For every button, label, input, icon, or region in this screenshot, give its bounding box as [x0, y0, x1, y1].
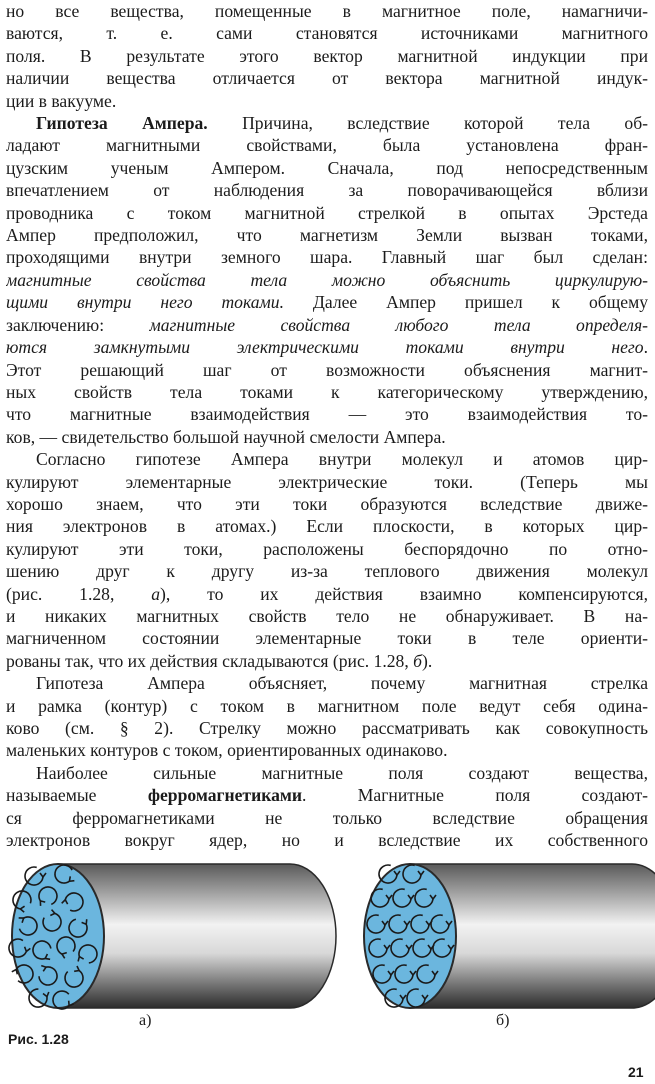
text-line: [6, 627, 648, 649]
text-line: [6, 695, 648, 717]
text-run: поля. В результате этого вектор магнитной индукции при: [6, 45, 648, 66]
text-line: [6, 650, 648, 672]
text-run: Наиболее сильные магнитные поля создают вещества,: [36, 762, 648, 783]
text-run: цузским ученым Ампером. Сначала, под непосредственным: [6, 157, 648, 178]
paragraph: [6, 762, 648, 852]
text-run: а: [151, 583, 161, 604]
page-number: 21: [628, 1064, 644, 1080]
text-line: [6, 605, 648, 627]
cylinder-b: [364, 864, 655, 1008]
text-run: . Магнитные поля создают-: [302, 785, 648, 806]
figure-1-28: [0, 860, 655, 1050]
text-line: [6, 762, 648, 784]
text-line: [6, 90, 648, 112]
figure-label: Рис. 1.28: [8, 1031, 69, 1047]
text-run: ся ферромагнетиками не только вследствие обращения: [6, 807, 648, 828]
text-run: (рис. 1.28,: [6, 583, 152, 604]
text-line: [6, 269, 648, 291]
text-run: хорошо знаем, что эти токи образуются вследствие движе-: [6, 493, 648, 514]
cylinder-a: [7, 861, 336, 1012]
paragraph: [6, 672, 648, 762]
text-run: Гипотеза Ампера.: [36, 113, 208, 134]
text-run: но все вещества, помещенные в магнитное поле, намагничи-: [6, 1, 648, 21]
text-run: проходящими внутри земного шара. Главный шаг был сделан:: [6, 247, 648, 268]
text-run: Ампер предположил, что магнетизм Земли вызван токами,: [6, 225, 648, 246]
text-run: ), то их действия взаимно компенсируются,: [160, 583, 648, 604]
text-line: [6, 246, 648, 268]
text-run: Далее Ампер пришел к общему: [283, 292, 648, 313]
text-run: и никаких магнитных свойств тело не обнаруживает. В на-: [6, 605, 648, 626]
text-line: [6, 515, 648, 537]
text-run: ).: [422, 650, 433, 671]
text-line: [6, 224, 648, 246]
text-run: заключению:: [6, 314, 150, 335]
cylinder-face: [364, 864, 456, 1008]
text-run: называемые: [6, 785, 148, 806]
text-line: [6, 0, 648, 22]
text-line: [6, 336, 648, 358]
text-run: кулируют элементарные электрические токи. (Теперь мы: [6, 471, 648, 492]
text-run: магниченном состоянии элементарные токи в теле ориенти-: [6, 628, 648, 649]
text-line: [6, 471, 648, 493]
text-run: щими внутри него токами.: [6, 292, 284, 313]
text-line: [6, 45, 648, 67]
text-line: [6, 493, 648, 515]
text-run: шению друг к другу из-за теплового движения молекул: [6, 561, 648, 582]
text-line: [6, 538, 648, 560]
text-run: Причина, вследствие которой тела об-: [207, 113, 648, 134]
text-run: ются замкнутыми электрическими токами внутри него: [6, 337, 644, 358]
cylinder-face: [12, 864, 104, 1008]
caption-b: б): [496, 1012, 510, 1029]
text-run: ваются, т. е. сами становятся источниками магнитного: [6, 23, 648, 44]
text-run: магнитные свойства любого тела определя-: [149, 314, 648, 335]
text-line: [6, 403, 648, 425]
text-run: ково (см. § 2). Стрелку можно рассматривать как совокупность: [6, 718, 648, 738]
text-line: [6, 314, 648, 336]
text-line: [6, 426, 648, 448]
text-run: магнитные свойства тела можно объяснить циркулирую-: [6, 269, 648, 290]
text-run: ния электронов в атомах.) Если плоскости, в которых цир-: [6, 516, 648, 537]
text-line: [6, 202, 648, 224]
text-run: ладают магнитными свойствами, была установлена фран-: [6, 135, 648, 156]
text-run: наличии вещества отличается от вектора магнитной индук-: [6, 68, 648, 89]
text-line: [6, 739, 648, 761]
text-run: проводника с током магнитной стрелкой в опытах Эрстеда: [6, 202, 648, 223]
text-line: [6, 157, 648, 179]
text-line: [6, 359, 648, 381]
text-run: электронов вокруг ядер, но и вследствие их собственного: [6, 830, 648, 851]
text-run: ции в вакууме.: [6, 90, 117, 111]
text-line: [6, 112, 648, 134]
text-run: Согласно гипотезе Ампера внутри молекул и атомов цир-: [36, 449, 648, 470]
text-run: ков, — свидетельство большой научной смелости Ампера.: [6, 426, 446, 447]
text-line: [6, 179, 648, 201]
text-run: .: [643, 337, 648, 358]
text-run: б: [413, 650, 423, 671]
body-text: [6, 0, 648, 851]
text-run: и рамка (контур) с током в магнитном поле ведут себя одина-: [6, 695, 648, 716]
text-line: [6, 717, 648, 739]
text-run: ных свойств тела токами к категорическому утверждению,: [6, 381, 648, 402]
text-run: Гипотеза Ампера объясняет, почему магнитная стрелка: [36, 673, 648, 694]
text-line: [6, 829, 648, 851]
paragraph: [6, 448, 648, 672]
text-line: [6, 448, 648, 470]
text-line: [6, 807, 648, 829]
text-run: Этот решающий шаг от возможности объяснения магнит-: [6, 359, 648, 380]
text-run: рованы так, что их действия складываются (рис. 1.28,: [6, 650, 414, 671]
text-run: что магнитные взаимодействия — это взаимодействия то-: [6, 404, 648, 425]
text-line: [6, 134, 648, 156]
text-line: [6, 67, 648, 89]
text-line: [6, 672, 648, 694]
text-line: [6, 560, 648, 582]
text-run: кулируют эти токи, расположены беспорядочно по отно-: [6, 538, 648, 559]
text-run: маленьких контуров с током, ориентированных одинаково.: [6, 740, 448, 761]
text-line: [6, 583, 648, 605]
text-line: [6, 22, 648, 44]
paragraph: [6, 0, 648, 112]
text-run: ферромагнетиками: [147, 785, 302, 806]
caption-a: а): [139, 1012, 152, 1029]
text-run: впечатлением от наблюдения за поворачивающейся вблизи: [6, 180, 648, 201]
text-line: [6, 381, 648, 403]
text-line: [6, 291, 648, 313]
text-line: [6, 784, 648, 806]
paragraph: [6, 112, 648, 448]
